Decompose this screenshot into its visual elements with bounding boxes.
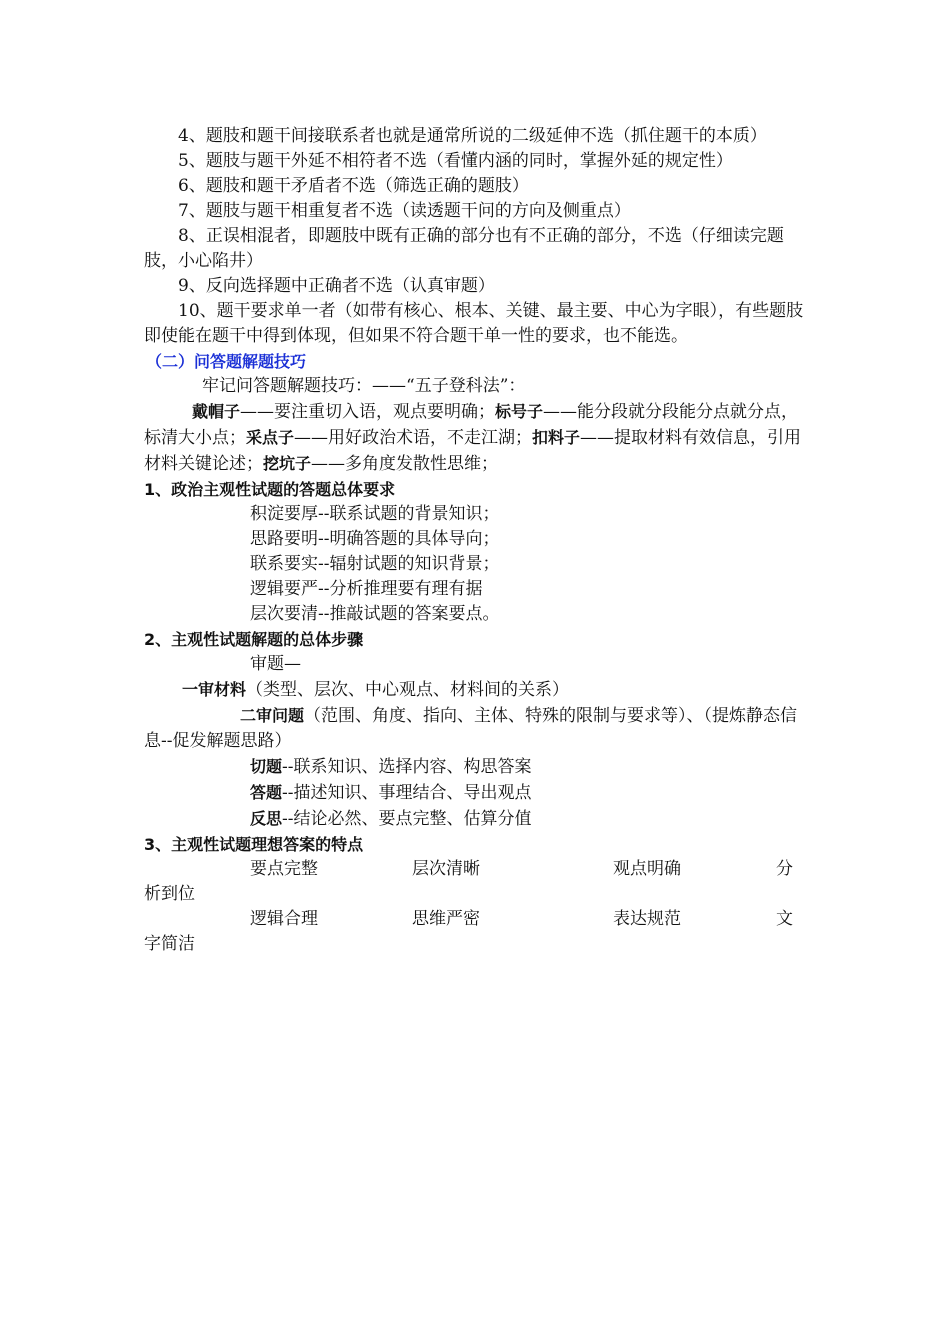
wuzi-text-3: ——用好政治术语，不走江湖；: [294, 428, 533, 448]
rule-7: 7、题肢与题干相重复者不选（读透题干问的方向及侧重点）: [178, 201, 631, 221]
document-page: [144, 124, 810, 957]
wuzi-text-5: ——多角度发散性思维；: [311, 454, 499, 474]
feature-item: 逻辑合理: [250, 909, 318, 929]
step-text: --结论必然、要点完整、估算分值: [282, 809, 532, 829]
feature-item: 观点明确: [613, 859, 681, 879]
section2-intro: 牢记问答题解题技巧：——“五子登科法”：: [202, 376, 526, 396]
wuzi-text-4: ——提取材料有效信息，引用材料关键论述；: [144, 428, 802, 474]
feature-item-wrap: 析到位: [144, 884, 195, 904]
part1-title: 1、政治主观性试题的答题总体要求: [144, 480, 396, 499]
rule-10: 10、题干要求单一者（如带有核心、根本、关键、最主要、中心为字眼），有些题肢即使能在题干中得到体现，但如果不符合题干单一性的要求，也不能选。: [144, 301, 804, 346]
features-row-2: [144, 907, 810, 932]
step-line: [144, 780, 810, 806]
step-line: [144, 806, 810, 832]
rule-8: 8、正误相混者，即题肢中既有正确的部分也有不正确的部分，不选（仔细读完题肢，小心陷井）: [144, 226, 784, 271]
part1-item: 积淀要厚--联系试题的背景知识；: [250, 504, 500, 524]
wuzi-key-1: 戴帽子: [192, 402, 241, 421]
wuzi-key-4: 扣料子: [532, 428, 581, 447]
part3-title: 3、主观性试题理想答案的特点: [144, 835, 364, 854]
feature-item: 文: [776, 909, 793, 929]
part1-item: 联系要实--辐射试题的知识背景；: [250, 554, 500, 574]
shenti-label: 审题—: [250, 654, 301, 674]
wuzi-key-3: 采点子: [246, 428, 295, 447]
wuzi-text-1: ——要注重切入语，观点要明确；: [240, 402, 496, 422]
step-key: 切题: [250, 757, 283, 776]
step-line: [144, 754, 810, 780]
part1-item: 层次要清--推敲试题的答案要点。: [250, 604, 500, 624]
features-row-1: [144, 857, 810, 882]
step-text: --联系知识、选择内容、构思答案: [282, 757, 532, 777]
part2-title: 2、主观性试题解题的总体步骤: [144, 630, 364, 649]
rule-9: 9、反向选择题中正确者不选（认真审题）: [178, 276, 495, 296]
wuzi-text-2: ——能分段就分段能分点就分点，标清大小点；: [144, 402, 799, 448]
step2-line: [144, 703, 810, 754]
step-key: 反思: [250, 809, 283, 828]
step2-key: 二审问题: [240, 706, 305, 725]
part1-item: 思路要明--明确答题的具体导向；: [250, 529, 500, 549]
step-text: --描述知识、事理结合、导出观点: [282, 783, 532, 803]
wuzi-paragraph: [144, 399, 810, 477]
section2-title: （二）问答题解题技巧: [146, 352, 307, 371]
rule-4: 4、题肢和题干间接联系者也就是通常所说的二级延伸不选（抓住题干的本质）: [178, 126, 767, 146]
step1-text: （类型、层次、中心观点、材料间的关系）: [246, 680, 570, 700]
feature-item-wrap: 字简洁: [144, 934, 195, 954]
feature-item: 分: [776, 859, 793, 879]
rule-5: 5、题肢与题干外延不相符者不选（看懂内涵的同时，掌握外延的规定性）: [178, 151, 733, 171]
wuzi-key-5: 挖坑子: [263, 454, 312, 473]
step-key: 答题: [250, 783, 283, 802]
step1-line: [144, 677, 810, 703]
step1-key: 一审材料: [182, 680, 247, 699]
feature-item: 表达规范: [613, 909, 681, 929]
feature-item: 思维严密: [412, 909, 480, 929]
rule-6: 6、题肢和题干矛盾者不选（筛选正确的题肢）: [178, 176, 529, 196]
feature-item: 要点完整: [250, 859, 318, 879]
wuzi-key-2: 标号子: [495, 402, 544, 421]
step2-text: （范围、角度、指向、主体、特殊的限制与要求等）、（提炼静态信息--促发解题思路）: [144, 706, 798, 751]
part1-item: 逻辑要严--分析推理要有理有据: [250, 579, 483, 599]
feature-item: 层次清晰: [412, 859, 480, 879]
